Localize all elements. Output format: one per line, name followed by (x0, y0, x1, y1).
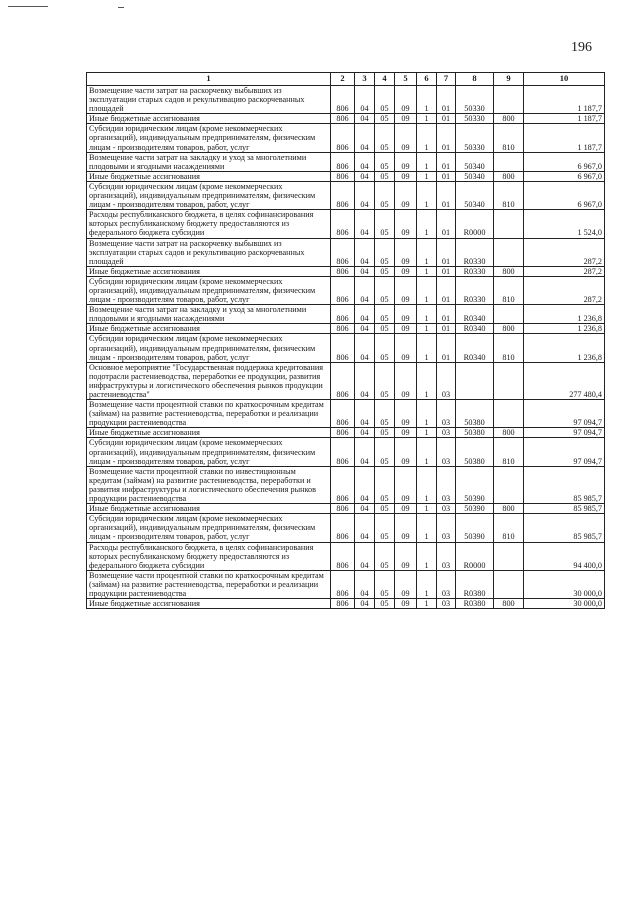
row-code-cell (494, 238, 524, 266)
row-code-cell: 01 (437, 210, 456, 238)
column-header: 10 (524, 73, 605, 86)
row-code-cell: 09 (395, 400, 417, 428)
row-code-cell: 810 (494, 181, 524, 209)
row-code-cell: 04 (355, 466, 375, 503)
row-name-cell: Возмещение части затрат на закладку и уход за многолетними плодовыми и ягодными насаждениями (87, 152, 331, 171)
row-code-cell: 05 (375, 171, 395, 181)
row-code-cell: 09 (395, 238, 417, 266)
row-amount-cell: 1 236,8 (524, 324, 605, 334)
row-amount-cell: 1 236,8 (524, 305, 605, 324)
row-code-cell: 1 (417, 542, 437, 570)
row-name-cell: Иные бюджетные ассигнования (87, 599, 331, 609)
row-code-cell: 800 (494, 599, 524, 609)
scan-artifact (118, 7, 124, 8)
scan-artifact (8, 6, 48, 7)
row-name-cell: Иные бюджетные ассигнования (87, 114, 331, 124)
row-code-cell: 05 (375, 276, 395, 304)
row-code-cell: 04 (355, 181, 375, 209)
row-code-cell: 800 (494, 324, 524, 334)
row-name-cell: Возмещение части процентной ставки по инвестиционным кредитам (займам) на развитие растениеводства, переработки и развития инфраструктуры и логистического обеспечения рынков продукции растениеводства (87, 466, 331, 503)
row-code-cell (494, 362, 524, 399)
row-code-cell: 800 (494, 428, 524, 438)
row-code-cell: 806 (331, 305, 355, 324)
row-name-cell: Иные бюджетные ассигнования (87, 266, 331, 276)
row-code-cell: 03 (437, 599, 456, 609)
row-code-cell: 09 (395, 324, 417, 334)
row-code-cell (494, 305, 524, 324)
row-code-cell (494, 466, 524, 503)
row-name-cell: Возмещение части процентной ставки по краткосрочным кредитам (займам) на развитие растениеводства, переработки и реализации продукции растениеводства (87, 570, 331, 598)
row-code-cell: 04 (355, 276, 375, 304)
row-code-cell: 50330 (456, 124, 494, 152)
row-code-cell: 1 (417, 324, 437, 334)
row-name-cell: Субсидии юридическим лицам (кроме некоммерческих организаций), индивидуальным предпринимателям, физическим лицам - производителям товаров, работ, услуг (87, 276, 331, 304)
row-name-cell: Субсидии юридическим лицам (кроме некоммерческих организаций), индивидуальным предпринимателям, физическим лицам - производителям товаров, работ, услуг (87, 334, 331, 362)
row-code-cell: 50330 (456, 114, 494, 124)
row-code-cell: 09 (395, 171, 417, 181)
row-amount-cell: 287,2 (524, 276, 605, 304)
row-code-cell: R0340 (456, 305, 494, 324)
row-code-cell: 09 (395, 114, 417, 124)
row-code-cell: 09 (395, 266, 417, 276)
row-code-cell: 05 (375, 124, 395, 152)
row-code-cell: 03 (437, 542, 456, 570)
row-code-cell: 810 (494, 276, 524, 304)
row-code-cell: 04 (355, 599, 375, 609)
row-amount-cell: 30 000,0 (524, 599, 605, 609)
row-code-cell: 50330 (456, 86, 494, 114)
budget-table (86, 72, 605, 609)
row-code-cell: 05 (375, 428, 395, 438)
table-row (87, 466, 605, 503)
row-code-cell: 806 (331, 276, 355, 304)
row-code-cell: 1 (417, 428, 437, 438)
row-code-cell: 09 (395, 305, 417, 324)
row-amount-cell: 6 967,0 (524, 152, 605, 171)
row-code-cell: 806 (331, 86, 355, 114)
table-row (87, 570, 605, 598)
row-code-cell: 05 (375, 514, 395, 542)
row-code-cell: 04 (355, 324, 375, 334)
row-name-cell: Субсидии юридическим лицам (кроме некоммерческих организаций), индивидуальным предпринимателям, физическим лицам - производителям товаров, работ, услуг (87, 514, 331, 542)
column-header: 4 (375, 73, 395, 86)
page-number: 196 (571, 40, 592, 55)
row-code-cell: 04 (355, 514, 375, 542)
row-code-cell: 03 (437, 400, 456, 428)
row-code-cell: R0340 (456, 334, 494, 362)
row-code-cell: 806 (331, 171, 355, 181)
row-code-cell: 09 (395, 86, 417, 114)
column-header: 3 (355, 73, 375, 86)
row-code-cell: 806 (331, 210, 355, 238)
row-code-cell: 03 (437, 466, 456, 503)
row-amount-cell: 287,2 (524, 266, 605, 276)
table-row (87, 171, 605, 181)
row-code-cell: R0330 (456, 266, 494, 276)
row-code-cell: R0380 (456, 570, 494, 598)
row-code-cell: 04 (355, 504, 375, 514)
row-code-cell: 810 (494, 438, 524, 466)
row-code-cell: 01 (437, 181, 456, 209)
row-code-cell: 03 (437, 514, 456, 542)
row-code-cell: 04 (355, 334, 375, 362)
row-amount-cell: 85 985,7 (524, 504, 605, 514)
row-code-cell: 05 (375, 504, 395, 514)
table-row (87, 400, 605, 428)
row-code-cell: 806 (331, 542, 355, 570)
table-row (87, 324, 605, 334)
table-header-row (87, 73, 605, 86)
row-code-cell: 806 (331, 514, 355, 542)
row-code-cell: 1 (417, 599, 437, 609)
row-amount-cell: 97 094,7 (524, 400, 605, 428)
row-code-cell: 05 (375, 466, 395, 503)
row-code-cell: 03 (437, 570, 456, 598)
row-name-cell: Возмещение части процентной ставки по краткосрочным кредитам (займам) на развитие растениеводства, переработки и реализации продукции растениеводства (87, 400, 331, 428)
table-row (87, 438, 605, 466)
row-name-cell: Субсидии юридическим лицам (кроме некоммерческих организаций), индивидуальным предпринимателям, физическим лицам - производителям товаров, работ, услуг (87, 438, 331, 466)
row-code-cell: 09 (395, 542, 417, 570)
row-code-cell: 05 (375, 334, 395, 362)
row-code-cell: 1 (417, 171, 437, 181)
row-code-cell: 09 (395, 334, 417, 362)
row-name-cell: Расходы республиканского бюджета, в целях софинансирования которых республиканскому бюджету предоставляются из федерального бюджета субсидии (87, 210, 331, 238)
row-code-cell: 1 (417, 152, 437, 171)
table-row (87, 504, 605, 514)
table-row (87, 428, 605, 438)
row-name-cell: Возмещение части затрат на раскорчевку выбывших из эксплуатации старых садов и рекультивацию раскорчеванных площадей (87, 238, 331, 266)
row-code-cell: 05 (375, 114, 395, 124)
row-code-cell: 05 (375, 86, 395, 114)
row-code-cell: 01 (437, 334, 456, 362)
row-code-cell: 1 (417, 400, 437, 428)
row-code-cell (494, 400, 524, 428)
row-code-cell: 01 (437, 238, 456, 266)
table-row (87, 362, 605, 399)
row-code-cell: 04 (355, 238, 375, 266)
row-code-cell: 806 (331, 181, 355, 209)
row-code-cell: R0330 (456, 238, 494, 266)
row-code-cell: 1 (417, 570, 437, 598)
column-header: 5 (395, 73, 417, 86)
row-code-cell: 04 (355, 362, 375, 399)
row-name-cell: Иные бюджетные ассигнования (87, 171, 331, 181)
column-header: 8 (456, 73, 494, 86)
row-code-cell: 1 (417, 305, 437, 324)
table-row (87, 210, 605, 238)
row-code-cell (494, 86, 524, 114)
row-code-cell: 1 (417, 334, 437, 362)
row-code-cell: 09 (395, 181, 417, 209)
row-code-cell: 1 (417, 238, 437, 266)
table-row (87, 181, 605, 209)
row-code-cell: 04 (355, 114, 375, 124)
row-code-cell: 09 (395, 362, 417, 399)
row-code-cell: 50390 (456, 514, 494, 542)
row-code-cell: 04 (355, 266, 375, 276)
row-code-cell: 05 (375, 152, 395, 171)
row-code-cell: 09 (395, 599, 417, 609)
row-code-cell: 09 (395, 124, 417, 152)
row-code-cell: 04 (355, 542, 375, 570)
row-code-cell: 05 (375, 438, 395, 466)
row-name-cell: Иные бюджетные ассигнования (87, 428, 331, 438)
row-code-cell: 04 (355, 86, 375, 114)
row-code-cell: 810 (494, 514, 524, 542)
row-code-cell: 04 (355, 305, 375, 324)
row-code-cell: 03 (437, 428, 456, 438)
row-amount-cell: 30 000,0 (524, 570, 605, 598)
row-code-cell: 1 (417, 266, 437, 276)
table-row (87, 266, 605, 276)
row-amount-cell: 85 985,7 (524, 466, 605, 503)
row-code-cell: 806 (331, 504, 355, 514)
row-code-cell: 1 (417, 124, 437, 152)
row-code-cell: 806 (331, 238, 355, 266)
column-header: 9 (494, 73, 524, 86)
row-code-cell: 04 (355, 124, 375, 152)
row-code-cell: R0380 (456, 599, 494, 609)
row-code-cell: 1 (417, 86, 437, 114)
row-code-cell: 50390 (456, 504, 494, 514)
row-amount-cell: 6 967,0 (524, 171, 605, 181)
table-row (87, 238, 605, 266)
row-code-cell: 50380 (456, 400, 494, 428)
table-row (87, 86, 605, 114)
row-code-cell: 09 (395, 504, 417, 514)
table-body (87, 86, 605, 609)
row-code-cell: 800 (494, 114, 524, 124)
row-code-cell: 05 (375, 181, 395, 209)
row-code-cell: 1 (417, 514, 437, 542)
row-code-cell: 1 (417, 466, 437, 503)
table-row (87, 542, 605, 570)
row-code-cell: 03 (437, 438, 456, 466)
row-amount-cell: 1 187,7 (524, 124, 605, 152)
row-name-cell: Основное мероприятие "Государственная поддержка кредитования подотрасли растениеводства, переработки ее продукции, развития инфраструктуры и логистического обеспечения рынков продукции растениеводства" (87, 362, 331, 399)
row-code-cell: 05 (375, 266, 395, 276)
row-code-cell: 03 (437, 504, 456, 514)
row-name-cell: Возмещение части затрат на раскорчевку выбывших из эксплуатации старых садов и рекультивацию раскорчеванных площадей (87, 86, 331, 114)
row-code-cell (494, 152, 524, 171)
row-code-cell: 806 (331, 438, 355, 466)
row-code-cell: 01 (437, 324, 456, 334)
row-amount-cell: 1 524,0 (524, 210, 605, 238)
table-row (87, 334, 605, 362)
row-code-cell: 05 (375, 210, 395, 238)
row-code-cell: 01 (437, 86, 456, 114)
row-code-cell: 05 (375, 362, 395, 399)
column-header: 2 (331, 73, 355, 86)
row-amount-cell: 1 236,8 (524, 334, 605, 362)
row-code-cell: 01 (437, 171, 456, 181)
column-header: 1 (87, 73, 331, 86)
row-code-cell: 50340 (456, 171, 494, 181)
row-code-cell: 04 (355, 428, 375, 438)
row-code-cell: 806 (331, 599, 355, 609)
row-name-cell: Иные бюджетные ассигнования (87, 504, 331, 514)
row-code-cell: 03 (437, 362, 456, 399)
row-code-cell (494, 210, 524, 238)
row-code-cell: R0000 (456, 542, 494, 570)
row-code-cell: 806 (331, 324, 355, 334)
table-row (87, 305, 605, 324)
row-code-cell: 09 (395, 438, 417, 466)
row-code-cell: 806 (331, 362, 355, 399)
row-amount-cell: 1 187,7 (524, 114, 605, 124)
row-code-cell: 806 (331, 334, 355, 362)
row-code-cell: 50380 (456, 428, 494, 438)
row-name-cell: Субсидии юридическим лицам (кроме некоммерческих организаций), индивидуальным предпринимателям, физическим лицам - производителям товаров, работ, услуг (87, 124, 331, 152)
row-code-cell: 04 (355, 570, 375, 598)
row-code-cell: 1 (417, 504, 437, 514)
row-code-cell: 800 (494, 171, 524, 181)
row-amount-cell: 97 094,7 (524, 428, 605, 438)
row-code-cell: 806 (331, 124, 355, 152)
row-code-cell: 1 (417, 114, 437, 124)
row-code-cell: 05 (375, 599, 395, 609)
row-code-cell: 1 (417, 362, 437, 399)
row-code-cell: 810 (494, 124, 524, 152)
row-code-cell: 50340 (456, 152, 494, 171)
row-code-cell: 04 (355, 152, 375, 171)
row-amount-cell: 287,2 (524, 238, 605, 266)
row-code-cell: 806 (331, 400, 355, 428)
row-code-cell: 806 (331, 152, 355, 171)
row-code-cell: 1 (417, 181, 437, 209)
table-row (87, 124, 605, 152)
row-code-cell: 50340 (456, 181, 494, 209)
row-code-cell: 04 (355, 400, 375, 428)
row-code-cell: 09 (395, 152, 417, 171)
row-code-cell: R0000 (456, 210, 494, 238)
row-code-cell: 05 (375, 324, 395, 334)
row-code-cell: 806 (331, 114, 355, 124)
row-code-cell: 50390 (456, 466, 494, 503)
row-amount-cell: 6 967,0 (524, 181, 605, 209)
row-code-cell: 800 (494, 504, 524, 514)
row-code-cell: 09 (395, 210, 417, 238)
table-row (87, 152, 605, 171)
row-code-cell: 05 (375, 305, 395, 324)
row-code-cell: 810 (494, 334, 524, 362)
row-code-cell: 800 (494, 266, 524, 276)
row-code-cell: 05 (375, 238, 395, 266)
row-code-cell: 04 (355, 438, 375, 466)
row-code-cell: 1 (417, 276, 437, 304)
row-code-cell: 09 (395, 276, 417, 304)
row-code-cell: 09 (395, 428, 417, 438)
row-amount-cell: 94 400,0 (524, 542, 605, 570)
row-code-cell: 806 (331, 428, 355, 438)
column-header: 7 (437, 73, 456, 86)
row-code-cell: 1 (417, 210, 437, 238)
row-name-cell: Субсидии юридическим лицам (кроме некоммерческих организаций), индивидуальным предпринимателям, физическим лицам - производителям товаров, работ, услуг (87, 181, 331, 209)
row-code-cell: 09 (395, 466, 417, 503)
row-code-cell: 806 (331, 466, 355, 503)
row-code-cell: 09 (395, 514, 417, 542)
row-code-cell: 01 (437, 124, 456, 152)
table-row (87, 599, 605, 609)
row-code-cell: 50380 (456, 438, 494, 466)
row-code-cell: 05 (375, 570, 395, 598)
row-code-cell: 01 (437, 114, 456, 124)
row-code-cell: 04 (355, 171, 375, 181)
row-code-cell: 01 (437, 305, 456, 324)
table-row (87, 514, 605, 542)
row-amount-cell: 85 985,7 (524, 514, 605, 542)
row-code-cell: 04 (355, 210, 375, 238)
row-code-cell: R0340 (456, 324, 494, 334)
row-code-cell: 1 (417, 438, 437, 466)
row-code-cell: 01 (437, 266, 456, 276)
row-code-cell (494, 570, 524, 598)
table-row (87, 276, 605, 304)
row-amount-cell: 1 187,7 (524, 86, 605, 114)
row-code-cell: 05 (375, 400, 395, 428)
row-code-cell: 806 (331, 570, 355, 598)
row-code-cell: R0330 (456, 276, 494, 304)
row-code-cell: 05 (375, 542, 395, 570)
row-code-cell (456, 362, 494, 399)
row-code-cell: 806 (331, 266, 355, 276)
row-name-cell: Возмещение части затрат на закладку и уход за многолетними плодовыми и ягодными насаждениями (87, 305, 331, 324)
row-code-cell: 01 (437, 276, 456, 304)
row-code-cell: 01 (437, 152, 456, 171)
row-name-cell: Расходы республиканского бюджета, в целях софинансирования которых республиканскому бюджету предоставляются из федерального бюджета субсидии (87, 542, 331, 570)
table-row (87, 114, 605, 124)
row-code-cell (494, 542, 524, 570)
column-header: 6 (417, 73, 437, 86)
row-amount-cell: 97 094,7 (524, 438, 605, 466)
row-amount-cell: 277 480,4 (524, 362, 605, 399)
row-name-cell: Иные бюджетные ассигнования (87, 324, 331, 334)
row-code-cell: 09 (395, 570, 417, 598)
